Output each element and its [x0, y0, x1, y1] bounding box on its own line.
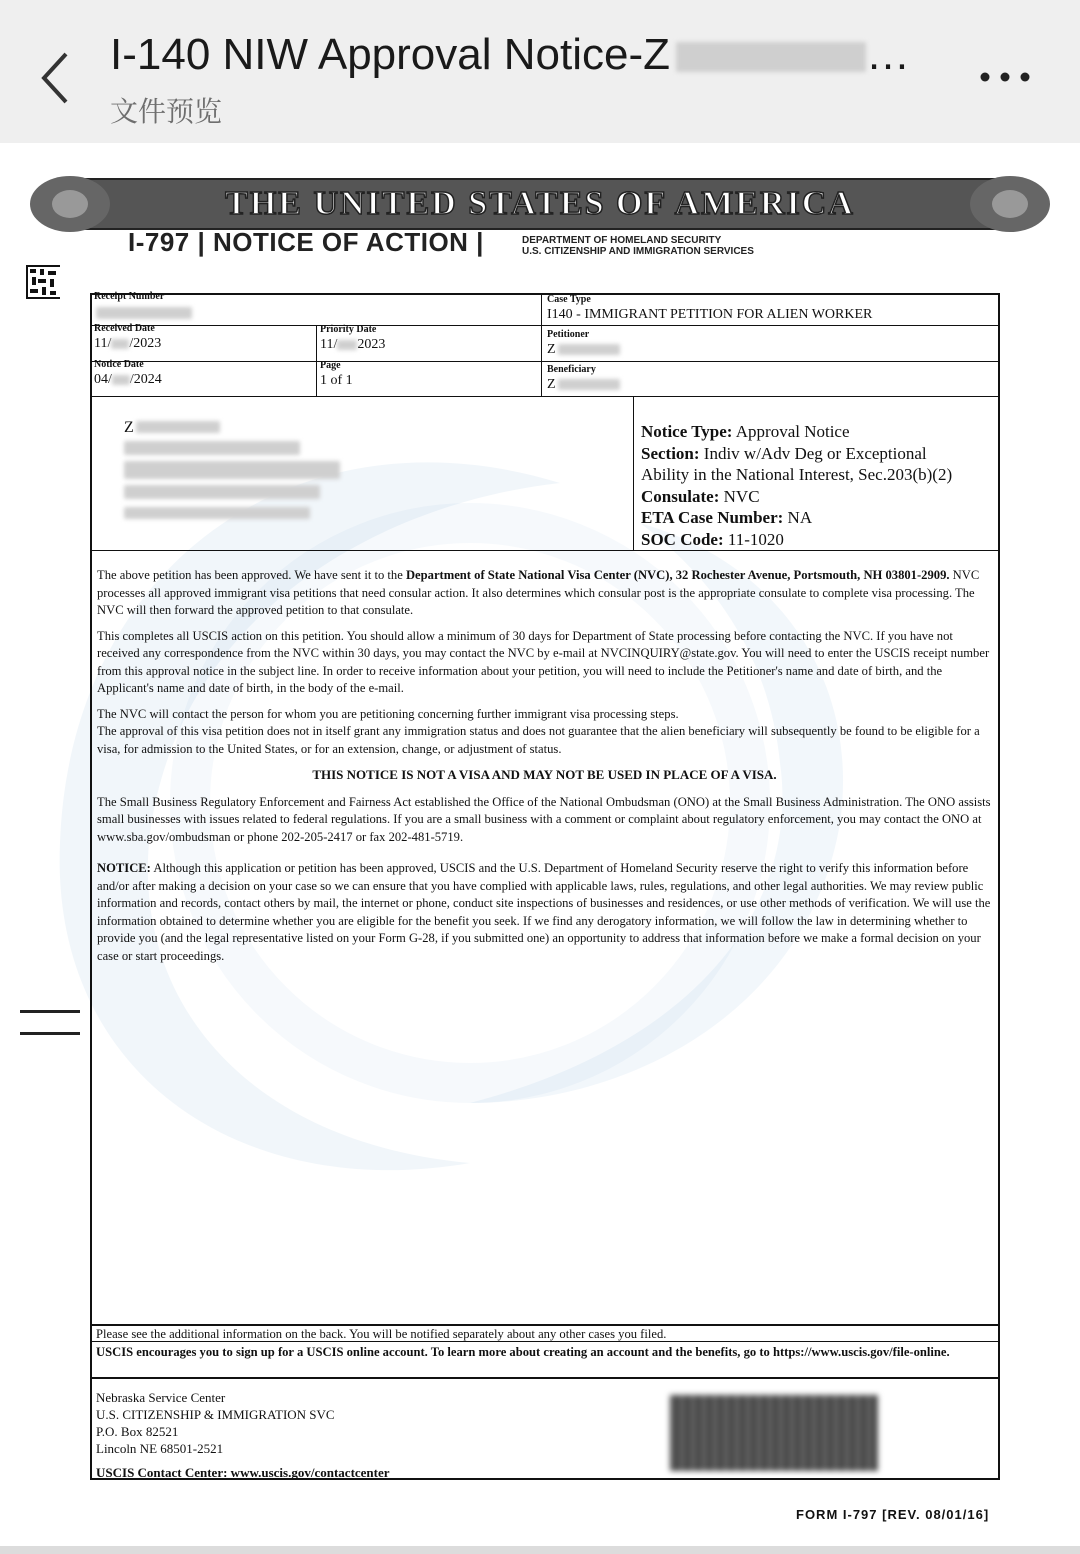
document-title	[110, 30, 940, 80]
redacted-address-line	[124, 441, 300, 455]
agency-line-1: DEPARTMENT OF HOMELAND SECURITY	[522, 235, 722, 246]
consulate-value: NVC	[723, 486, 760, 506]
petitioner-value	[547, 342, 620, 358]
redacted-name	[676, 42, 866, 72]
redacted-address-line	[136, 421, 220, 433]
priority-date-label: Priority Date	[320, 324, 377, 335]
eta-label: ETA Case Number:	[641, 508, 784, 527]
section-row	[641, 443, 952, 465]
redacted-address-line	[124, 485, 320, 499]
page-bottom-edge	[0, 1546, 1080, 1554]
document-page	[0, 143, 1080, 1554]
section-value: Indiv w/Adv Deg or Exceptional	[703, 443, 927, 463]
paragraph-nvc	[97, 567, 992, 620]
notice-date-part-b: /2024	[129, 372, 162, 387]
redacted-name	[558, 344, 620, 355]
redacted-barcode	[670, 1395, 878, 1471]
section-row-2: Ability in the National Interest, Sec.203(b)(2)	[641, 465, 953, 484]
priority-date-part-b: 2023	[357, 337, 386, 352]
soc-value: 11-1020	[727, 529, 784, 549]
beneficiary-value	[547, 377, 620, 393]
divider	[90, 1324, 1000, 1326]
service-center-address	[96, 1389, 335, 1457]
divider	[90, 361, 1000, 362]
notice-body	[97, 567, 992, 973]
section-label: Section:	[641, 443, 700, 463]
divider	[90, 550, 1000, 551]
divider	[90, 1377, 1000, 1379]
case-type-label: Case Type	[547, 294, 591, 305]
page-label: Page	[320, 360, 341, 371]
redacted-address-line	[124, 507, 310, 519]
paragraph-text: The NVC will contact the person for whom you are petitioning concerning further immigrant visa processing steps.	[97, 706, 679, 721]
center-agency: U.S. CITIZENSHIP & IMMIGRATION SVC	[96, 1407, 335, 1422]
form-title: I-797 | NOTICE OF ACTION |	[128, 227, 484, 257]
divider	[316, 325, 317, 396]
divider	[541, 293, 542, 396]
document-title-text: I-140 NIW Approval Notice-Z	[110, 30, 670, 79]
banner-title	[20, 173, 1060, 235]
center-po-box: P.O. Box 82521	[96, 1424, 179, 1439]
contact-center: USCIS Contact Center: www.uscis.gov/contactcenter	[96, 1465, 390, 1480]
redacted-day	[112, 375, 130, 385]
consulate-label: Consulate:	[641, 486, 720, 506]
paragraph-notice	[97, 860, 992, 965]
notice-date-value	[94, 372, 162, 388]
notice-label: NOTICE:	[97, 861, 151, 875]
center-name: Nebraska Service Center	[96, 1390, 226, 1405]
app-bar	[0, 0, 1080, 143]
center-city: Lincoln NE 68501-2521	[96, 1441, 224, 1456]
paragraph-text: NVC processes all approved immigrant visa petitions that need consular action. It also determines which consular post is the appropriate consulate to complete visa processing. The NVC will then forward the approved petition to that consulate.	[97, 568, 980, 617]
divider	[90, 396, 1000, 397]
notice-date-part-a: 04/	[94, 372, 112, 387]
paragraph-approval: The approval of this visa petition does not in itself grant any immigration status and does not guarantee that the alien beneficiary will subsequently be found to be eligible for a visa, for admission to the United States, or for an extension, change, or adjustment of status.	[97, 724, 980, 756]
paragraph-text: Although this application or petition has been approved, USCIS and the U.S. Department of Homeland Security reserve the right to verify this information before and/or after making a decision on your case so we can ensure that you have complied with applicable laws, rules, regulations, and other legal authorities. We may review public information and records, contact others by mail, the internet or phone, conduct site inspections of businesses and residences, or use other methods of verification. We will use the information obtained to determine whether you are eligible for the benefit you seek. If we find any derogatory information, we will follow the law in determining whether to provide you (and the legal representative listed on your Form G-28, if you submitted one) an opportunity to address that information before we make a formal decision on your case or start proceedings.	[97, 861, 991, 963]
side-binding-marks	[20, 1010, 80, 1040]
beneficiary-label: Beneficiary	[547, 364, 596, 375]
priority-date-part-a: 11/	[320, 337, 338, 352]
eta-row	[641, 507, 952, 529]
notice-type-label: Notice Type:	[641, 422, 733, 441]
binding-mark	[20, 1032, 80, 1035]
case-type-value: I140 - IMMIGRANT PETITION FOR ALIEN WORKER	[547, 307, 873, 322]
recipient-initial: Z	[124, 419, 134, 436]
notice-type-value: Approval Notice	[735, 422, 850, 441]
paragraph-text: The above petition has been approved. We have sent it to the	[97, 568, 406, 582]
received-date-label: Received Date	[94, 323, 155, 334]
receipt-number-redacted	[96, 307, 192, 319]
recipient-address	[124, 419, 134, 437]
notice-date-label: Notice Date	[94, 359, 144, 370]
redacted-address-line	[124, 461, 340, 479]
notice-info-block	[641, 421, 952, 550]
agency-name	[522, 235, 754, 257]
divider	[633, 396, 634, 550]
eta-value: NA	[787, 508, 813, 527]
back-arrow-icon[interactable]	[36, 48, 76, 108]
paragraph-nvc-contact	[97, 706, 992, 724]
received-date-value	[94, 336, 161, 352]
beneficiary-initial: Z	[547, 377, 556, 392]
divider	[90, 325, 1000, 326]
agency-line-2: U.S. CITIZENSHIP AND IMMIGRATION SERVICES	[522, 246, 754, 257]
binding-mark	[20, 1010, 80, 1013]
received-date-part-a: 11/	[94, 336, 112, 351]
page-value: 1 of 1	[320, 373, 353, 388]
soc-row	[641, 529, 952, 551]
form-number: FORM I-797 [REV. 08/01/16]	[796, 1507, 990, 1522]
online-account-note: USCIS encourages you to sign up for a USCIS online account. To learn more about creating an account and the benefits, go to https://www.uscis.gov/file-online.	[96, 1345, 950, 1359]
nvc-address: Department of State National Visa Center (NVC), 32 Rochester Avenue, Portsmouth, NH 03801-2909.	[405, 568, 950, 582]
qr-code-icon	[26, 265, 60, 299]
soc-label: SOC Code:	[641, 529, 724, 549]
document-subtitle: 文件预览	[110, 95, 223, 128]
notice-type-row	[641, 421, 952, 443]
redacted-day	[111, 339, 129, 349]
banner-text: THE UNITED STATES OF AMERICA	[225, 185, 855, 222]
priority-date-value	[320, 337, 385, 353]
redacted-name	[558, 379, 620, 390]
more-options-icon[interactable]	[975, 62, 1035, 92]
title-ellipsis: …	[865, 30, 910, 79]
paragraph-uscis-action: This completes all USCIS action on this petition. You should allow a minimum of 30 days for Department of State processing before contacting the NVC. If you have not received any correspondence from the NVC within 30 days, you may contact the NVC by e-mail at NVCINQUIRY@state.gov. You will need to enter the USCIS receipt number from this approval notice in the subject line. In order to receive information about your petition, you will need to include the Petitioner's name and date of birth, and the Applicant's name and date of birth, in the body of the e-mail.	[97, 628, 990, 695]
paragraph-ombudsman: The Small Business Regulatory Enforcement and Fairness Act established the Office of the National Ombudsman (ONO) at the Small Business Administration. The ONO assists small businesses with issues related to federal regulations. If you are a small business with a comment or complaint about regulatory enforcement, you may contact the ONO at www.sba.gov/ombudsman or phone 202-205-2417 or fax 202-481-5719.	[97, 794, 991, 844]
visa-warning: THIS NOTICE IS NOT A VISA AND MAY NOT BE USED IN PLACE OF A VISA.	[312, 767, 777, 782]
received-date-part-b: /2023	[129, 336, 162, 351]
petitioner-label: Petitioner	[547, 329, 590, 340]
additional-info-note: Please see the additional information on the back. You will be notified separately about any other cases you filed.	[96, 1327, 667, 1341]
petitioner-initial: Z	[547, 342, 556, 357]
redacted-day	[337, 340, 357, 350]
receipt-number-label: Receipt Number	[94, 291, 165, 302]
consulate-row	[641, 486, 952, 508]
